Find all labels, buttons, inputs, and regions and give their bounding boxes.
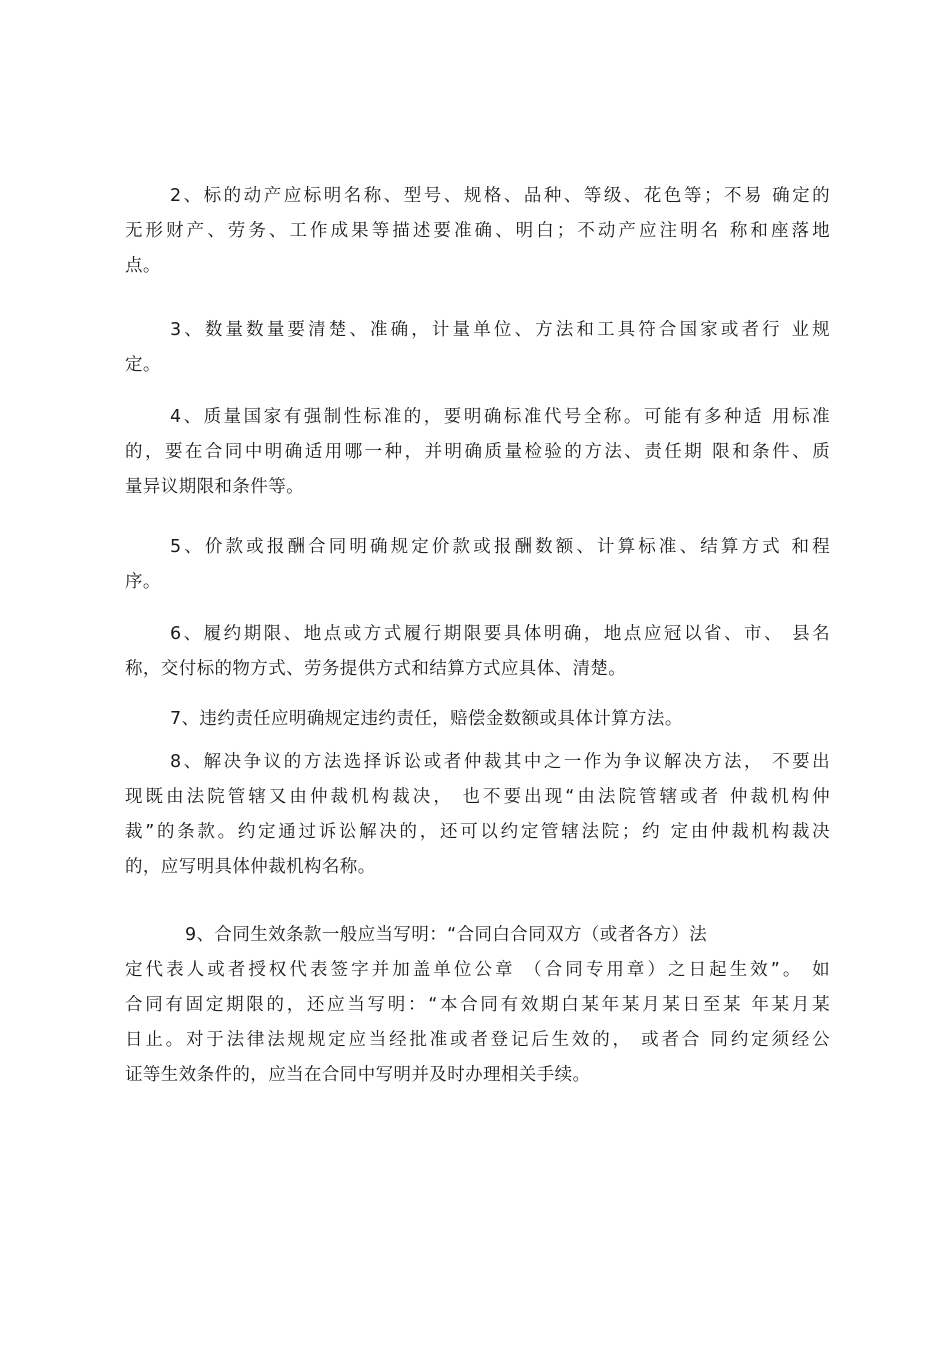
paragraph-9-effectiveness xyxy=(125,918,830,1093)
paragraph-4-quality xyxy=(125,400,830,505)
paragraph-line: 定。 xyxy=(125,355,161,375)
paragraph-line: 的，应写明具体仲裁机构名称。 xyxy=(125,857,376,877)
paragraph-line: 8、解决争议的方法选择诉讼或者仲裁其中之一作为争议解决方法， 不要出 xyxy=(170,752,830,772)
paragraph-7-liability xyxy=(125,702,830,737)
paragraph-line: 日止。对于法律法规规定应当经批准或者登记后生效的， 或者合 同约定须经公 xyxy=(125,1030,830,1050)
paragraph-8-dispute xyxy=(125,745,830,885)
paragraph-line: 2、标的动产应标明名称、型号、规格、品种、等级、花色等；不易 确定的 xyxy=(170,186,830,206)
paragraph-5-price xyxy=(125,530,830,600)
paragraph-line: 现既由法院管辖又由仲裁机构裁决， 也不要出现“由法院管辖或者 仲裁机构仲 xyxy=(125,787,830,807)
paragraph-line: 点。 xyxy=(125,256,161,276)
paragraph-3-quantity xyxy=(125,313,830,383)
paragraph-line: 5、价款或报酬合同明确规定价款或报酬数额、计算标准、结算方式 和程 xyxy=(170,537,830,557)
paragraph-line: 的，要在合同中明确适用哪一种，并明确质量检验的方法、责任期 限和条件、质 xyxy=(125,442,830,462)
paragraph-6-performance xyxy=(125,617,830,687)
paragraph-2-subject-matter xyxy=(125,179,830,284)
paragraph-line: 3、数量数量要清楚、准确，计量单位、方法和工具符合国家或者行 业规 xyxy=(170,320,830,340)
paragraph-line: 无形财产、劳务、工作成果等描述要准确、明白；不动产应注明名 称和座落地 xyxy=(125,221,830,241)
paragraph-line: 称，交付标的物方式、劳务提供方式和结算方式应具体、清楚。 xyxy=(125,659,627,679)
paragraph-line: 裁”的条款。约定通过诉讼解决的，还可以约定管辖法院；约 定由仲裁机构裁决 xyxy=(125,822,830,842)
paragraph-line: 9、合同生效条款一般应当写明：“合同白合同双方（或者各方）法 xyxy=(185,925,708,945)
paragraph-line: 4、质量国家有强制性标准的，要明确标准代号全称。可能有多种适 用标准 xyxy=(170,407,830,427)
paragraph-line: 定代表人或者授权代表签字并加盖单位公章 （合同专用章）之日起生效”。 如 xyxy=(125,960,830,980)
paragraph-line: 量异议期限和条件等。 xyxy=(125,477,304,497)
paragraph-line: 序。 xyxy=(125,572,161,592)
paragraph-line: 证等生效条件的，应当在合同中写明并及时办理相关手续。 xyxy=(125,1065,591,1085)
paragraph-line: 6、履约期限、地点或方式履行期限要具体明确，地点应冠以省、市、 县名 xyxy=(170,624,830,644)
paragraph-line: 合同有固定期限的，还应当写明：“本合同有效期白某年某月某日至某 年某月某 xyxy=(125,995,830,1015)
paragraph-line: 7、违约责任应明确规定违约责任，赔偿金数额或具体计算方法。 xyxy=(170,709,683,729)
